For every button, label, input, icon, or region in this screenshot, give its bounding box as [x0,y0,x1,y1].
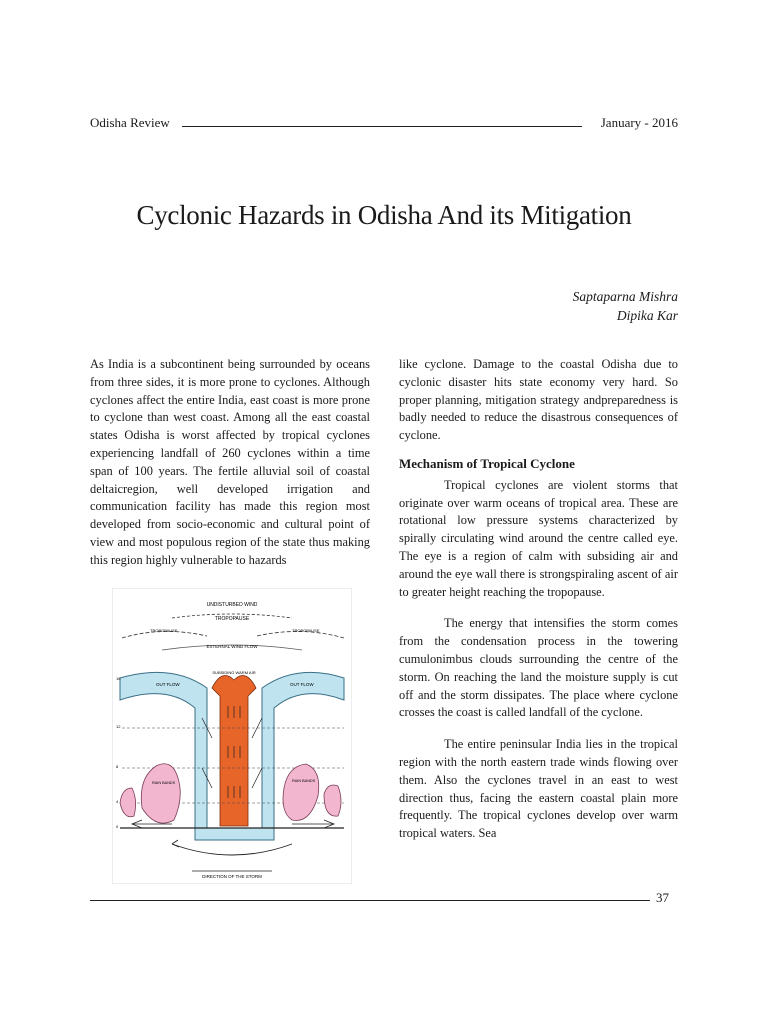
continuation-paragraph: like cyclone. Damage to the coastal Odisha due to cyclonic disaster hits state economy very hard. So proper planning, mitigation strategy andpreparedness is badly needed to reduce the disastrous consequences of cyclone. [399,357,678,443]
page-number: 37 [656,890,669,905]
label-external: EXTERNAL WIND FLOW [206,644,258,649]
author-name: Saptaparna Mishra [572,289,678,304]
label-direction: DIRECTION OF THE STORM [202,874,262,879]
label-eye: SUBSIDING WARM AIR [212,670,256,675]
author-name: Dipika Kar [616,308,678,323]
label-outflow-left: TROPOPAUSE [150,628,178,633]
body-paragraph: Tropical cyclones are violent storms that originate over warm oceans of tropical area. These are rotational low pressure systems characterized by spirally circulating wind around the centre called eye. The eye is a region of calm with subsiding air and around the eye wall there is strongspiraling ascent of air to greater height reaching the tropopause. [399,477,678,599]
author-block [573,287,678,325]
intro-paragraph: As India is a subcontinent being surrounded by oceans from three sides, it is more prone to cyclones. Although cyclones affect the entire India, east coast is more prone to cyclone than west coast. Among all the east coastal states Odisha is worst affected by tropical cyclones experiencing landfall of 260 cyclones within a time span of 100 years. The fertile alluvial soil of coastal deltaicregion, well developed irrigation and communication facility has made this region most developed from socio-economic and cultural point of view and most populous region of the state thus making this region highly vulnerable to hazards [90,357,370,567]
running-header [90,115,678,135]
header-rule [182,126,582,127]
y-tick: 12 [116,724,121,729]
label-tropopause: TROPOPAUSE [214,616,250,622]
cyclone-diagram [112,588,352,884]
label-outflow-band-left: OUT FLOW [156,682,180,687]
journal-name: Odisha Review [90,115,170,130]
y-tick: 4 [116,799,119,804]
article-title: Cyclonic Hazards in Odisha And its Mitigation [136,200,632,230]
body-paragraph: The entire peninsular India lies in the tropical region with the north eastern trade winds flowing over them. Also the cyclones travel in an east to west direction thus, facing the eastern coastal plain more frequently. The tropical cyclones develop over warm tropical waters. Sea [399,737,678,841]
left-column [90,356,370,570]
y-tick: 16 [116,676,121,681]
label-undisturbed: UNDISTURBED WIND [206,602,258,608]
section-heading: Mechanism of Tropical Cyclone [399,455,575,471]
label-outflow-band-right: OUT FLOW [290,682,314,687]
label-outflow-right: TROPOPAUSE [292,628,320,633]
issue-date: January - 2016 [600,115,678,130]
footer-rule [90,900,650,901]
body-paragraph: The energy that intensifies the storm comes from the condensation process in the towering cumulonimbus clouds surrounding the centre of the storm. On reaching the land the moisture supply is cut off and the storm dissipates. The place where cyclone crosses the coast is called landfall of the cyclone. [399,616,678,720]
cyclone-structure-figure [112,588,352,884]
label-rainband-left: RAIN BANDS [152,781,176,785]
right-column [399,356,678,843]
y-tick: 8 [116,764,119,769]
y-tick: 0 [116,824,119,829]
label-rainband-right: RAIN BANDS [292,779,316,783]
